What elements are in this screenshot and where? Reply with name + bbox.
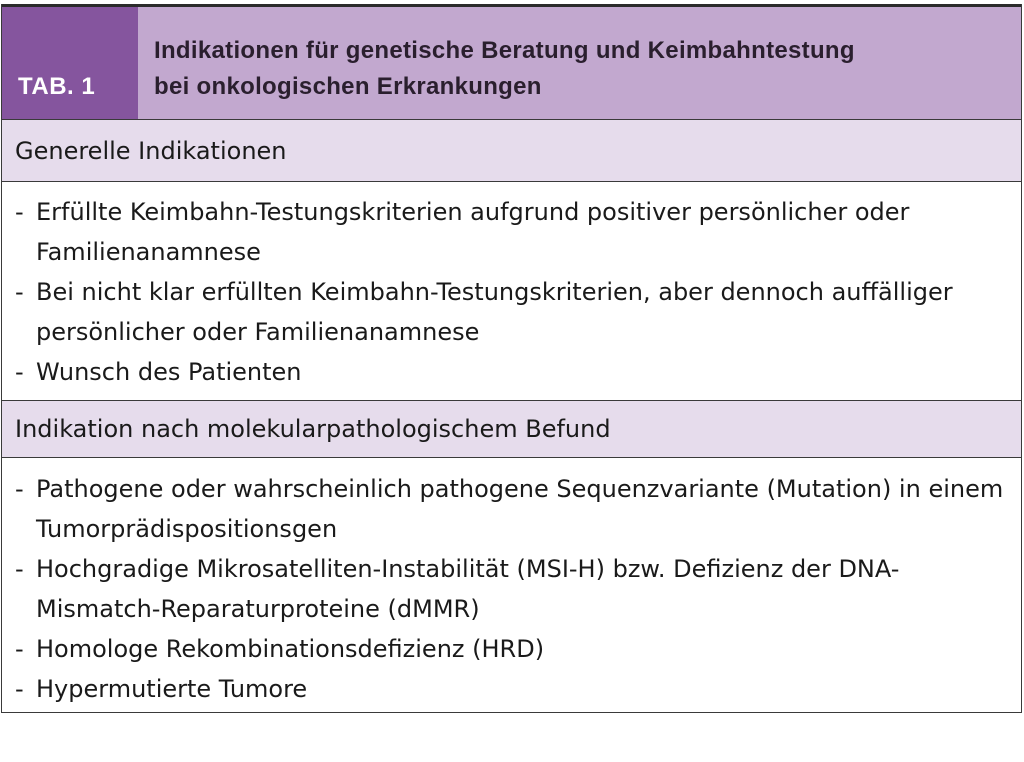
list-marker: -: [15, 555, 24, 583]
list-item: [15, 469, 1005, 549]
list-item-text: Erfüllte Keimbahn-Testungskriterien aufgrund positiver persönlicher oder Familienanamnese: [36, 198, 910, 266]
table-number: TAB. 1: [18, 73, 96, 100]
list-marker: -: [15, 278, 24, 306]
list-item: [15, 352, 1005, 392]
list-item-text: Hochgradige Mikrosatelliten-Instabilität (MSI-H) bzw. Defizienz der DNA-Mismatch-Reparaturproteine (dMMR): [36, 555, 900, 623]
general-indications-list: [15, 192, 1005, 392]
table-title-line-2: bei onkologischen Erkrankungen: [154, 73, 542, 100]
table-header: [2, 7, 1021, 120]
list-item-text: Hypermutierte Tumore: [36, 675, 308, 703]
table-title-line-1: Indikationen für genetische Beratung und Keimbahntestung: [154, 37, 855, 64]
list-marker: -: [15, 475, 24, 503]
list-item-text: Bei nicht klar erfüllten Keimbahn-Testungskriterien, aber dennoch auffälliger persönlicher oder Familienanamnese: [36, 278, 953, 346]
list-item-text: Pathogene oder wahrscheinlich pathogene Sequenzvariante (Mutation) in einem Tumorprädispositionsgen: [36, 475, 1004, 543]
indications-table: [1, 4, 1022, 713]
section-heading-general: Generelle Indikationen: [2, 120, 1021, 182]
list-item-text: Wunsch des Patienten: [36, 358, 302, 386]
molecular-indications-list: [15, 469, 1005, 709]
list-item-text: Homologe Rekombinationsdefizienz (HRD): [36, 635, 545, 663]
section-heading-molecular: Indikation nach molekularpathologischem Befund: [2, 400, 1021, 458]
list-marker: -: [15, 635, 24, 663]
table-title: [154, 33, 1004, 105]
list-marker: -: [15, 675, 24, 703]
tab-label-box: [2, 7, 138, 119]
list-item: [15, 629, 1005, 669]
list-marker: -: [15, 358, 24, 386]
list-item: [15, 549, 1005, 629]
list-item: [15, 669, 1005, 709]
list-marker: -: [15, 198, 24, 226]
list-item: [15, 192, 1005, 272]
list-item: [15, 272, 1005, 352]
